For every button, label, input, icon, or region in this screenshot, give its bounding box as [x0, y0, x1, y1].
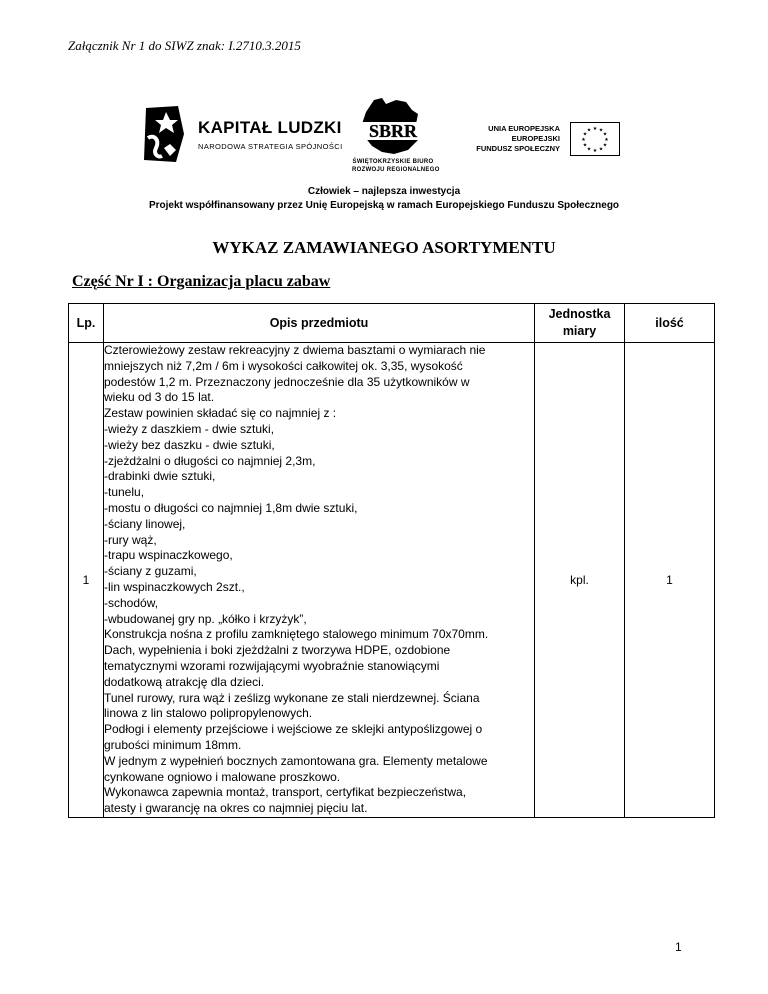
description-line: linowa z lin stalowo polipropylenowych. — [104, 706, 313, 721]
description-line: -schodów, — [104, 595, 159, 610]
description-line: -wieży z daszkiem - dwie sztuki, — [104, 421, 275, 436]
description-line: Czterowieżowy zestaw rekreacyjny z dwiema basztami o wymiarach nie — [104, 343, 486, 357]
slogan-line-2: Projekt współfinansowany przez Unię Europejską w ramach Europejskiego Funduszu Społecznego — [148, 200, 620, 211]
table-row — [69, 343, 715, 818]
header-quantity: ilość — [625, 304, 715, 343]
svg-text:★: ★ — [598, 127, 604, 134]
svg-text:★: ★ — [602, 142, 608, 149]
kapital-ludzki-emblem-icon — [140, 104, 188, 164]
kapital-ludzki-title: KAPITAŁ LUDZKI — [198, 118, 342, 137]
description-line: -ściany linowej, — [104, 516, 186, 531]
eu-text — [476, 124, 560, 154]
svg-text:★: ★ — [586, 146, 592, 153]
svg-text:★: ★ — [582, 142, 588, 149]
part-title: Część Nr I : Organizacja placu zabaw — [72, 273, 331, 290]
page-number: 1 — [675, 940, 682, 954]
cell-lp: 1 — [69, 343, 104, 818]
eu-efs-logo — [460, 122, 620, 162]
svg-text:★: ★ — [582, 131, 588, 138]
document-title: WYKAZ ZAMAWIANEGO ASORTYMENTU — [212, 238, 556, 257]
description-line: -wbudowanej gry np. „kółko i krzyżyk”, — [104, 611, 307, 626]
svg-text:★: ★ — [581, 137, 586, 143]
sbrr-logo — [352, 96, 440, 178]
kapital-ludzki-subtitle: NARODOWA STRATEGIA SPÓJNOŚCI — [198, 142, 343, 151]
svg-text:★: ★ — [604, 137, 609, 143]
description-line: -rury wąż, — [104, 532, 157, 547]
description-line: grubości minimum 18mm. — [104, 737, 242, 752]
eu-line-3: FUNDUSZ SPOŁECZNY — [476, 144, 560, 153]
svg-text:★: ★ — [586, 127, 592, 134]
description-line: tematycznymi wzorami rozwijającymi wyobraźnie stanowiącymi — [104, 658, 440, 673]
sbrr-emblem-icon — [352, 96, 434, 158]
description-line: podestów 1,2 m. Przeznaczony jednocześnie dla 35 użytkowników w — [104, 374, 470, 389]
svg-text:★: ★ — [592, 148, 598, 154]
svg-text:★: ★ — [602, 131, 608, 138]
items-table — [68, 303, 715, 818]
description-line: Wykonawca zapewnia montaż, transport, certyfikat bezpieczeństwa, — [104, 785, 467, 800]
description-line: Zestaw powinien składać się co najmniej z : — [104, 406, 337, 421]
header-unit — [535, 304, 625, 343]
sbrr-subtitle-2: ROZWOJU REGIONALNEGO — [352, 167, 440, 173]
eu-line-1: UNIA EUROPEJSKA — [488, 124, 560, 133]
description-line: -drabinki dwie sztuki, — [104, 469, 216, 484]
svg-text:★: ★ — [598, 146, 604, 153]
description-line: Dach, wypełnienia i boki zjeżdżalni z tworzywa HDPE, ozdobione — [104, 643, 451, 658]
header-unit-line-2: miary — [562, 324, 597, 338]
description-line: cynkowane ogniowo i malowane proszkowo. — [104, 769, 341, 784]
description-line: -wieży bez daszku - dwie sztuki, — [104, 437, 275, 452]
description-line: atesty i gwarancję na okres co najmniej pięciu lat. — [104, 801, 368, 816]
kapital-ludzki-logo — [140, 104, 350, 164]
eu-line-2: EUROPEJSKI — [511, 134, 560, 143]
description-line: -tunelu, — [104, 485, 145, 500]
description-line: Podłogi i elementy przejściowe i wejściowe ze sklejki antypoślizgowej o — [104, 722, 483, 737]
cell-quantity: 1 — [625, 343, 715, 818]
description-line: mniejszych niż 7,2m / 6m i wysokości całkowitej ok. 3,35, wysokość — [104, 358, 463, 373]
cell-unit: kpl. — [535, 343, 625, 818]
description-line: Tunel rurowy, rura wąż i ześlizg wykonane ze stali nierdzewnej. Ściana — [104, 690, 480, 705]
description-line: dodatkową atrakcję dla dzieci. — [104, 674, 265, 689]
svg-text:★: ★ — [592, 126, 598, 132]
table-header-row — [69, 304, 715, 343]
sbrr-subtitle-1: ŚWIĘTOKRZYSKIE BIURO — [352, 159, 434, 165]
description-line: Konstrukcja nośna z profilu zamkniętego stalowego minimum 70x70mm. — [104, 627, 489, 642]
cell-description — [104, 343, 535, 818]
description-line: -mostu o długości co najmniej 1,8m dwie sztuki, — [104, 500, 358, 515]
header-lp: Lp. — [69, 304, 104, 343]
header-description: Opis przedmiotu — [104, 304, 535, 343]
description-line: W jednym z wypełnień bocznych zamontowana gra. Elementy metalowe — [104, 753, 488, 768]
eu-flag-icon — [570, 122, 620, 156]
sbrr-logo-title: SBRR — [368, 121, 418, 141]
description-line: wieku od 3 do 15 lat. — [104, 390, 215, 405]
description-line: -lin wspinaczkowych 2szt., — [104, 579, 245, 594]
description-line: -zjeżdżalni o długości co najmniej 2,3m, — [104, 453, 316, 468]
description-line: -ściany z guzami, — [104, 564, 197, 579]
attachment-reference: Załącznik Nr 1 do SIWZ znak: I.2710.3.2015 — [68, 38, 301, 53]
header-unit-line-1: Jednostka — [548, 307, 611, 321]
slogan-line-1: Człowiek – najlepsza inwestycja — [307, 186, 461, 197]
description-line: -trapu wspinaczkowego, — [104, 548, 233, 563]
